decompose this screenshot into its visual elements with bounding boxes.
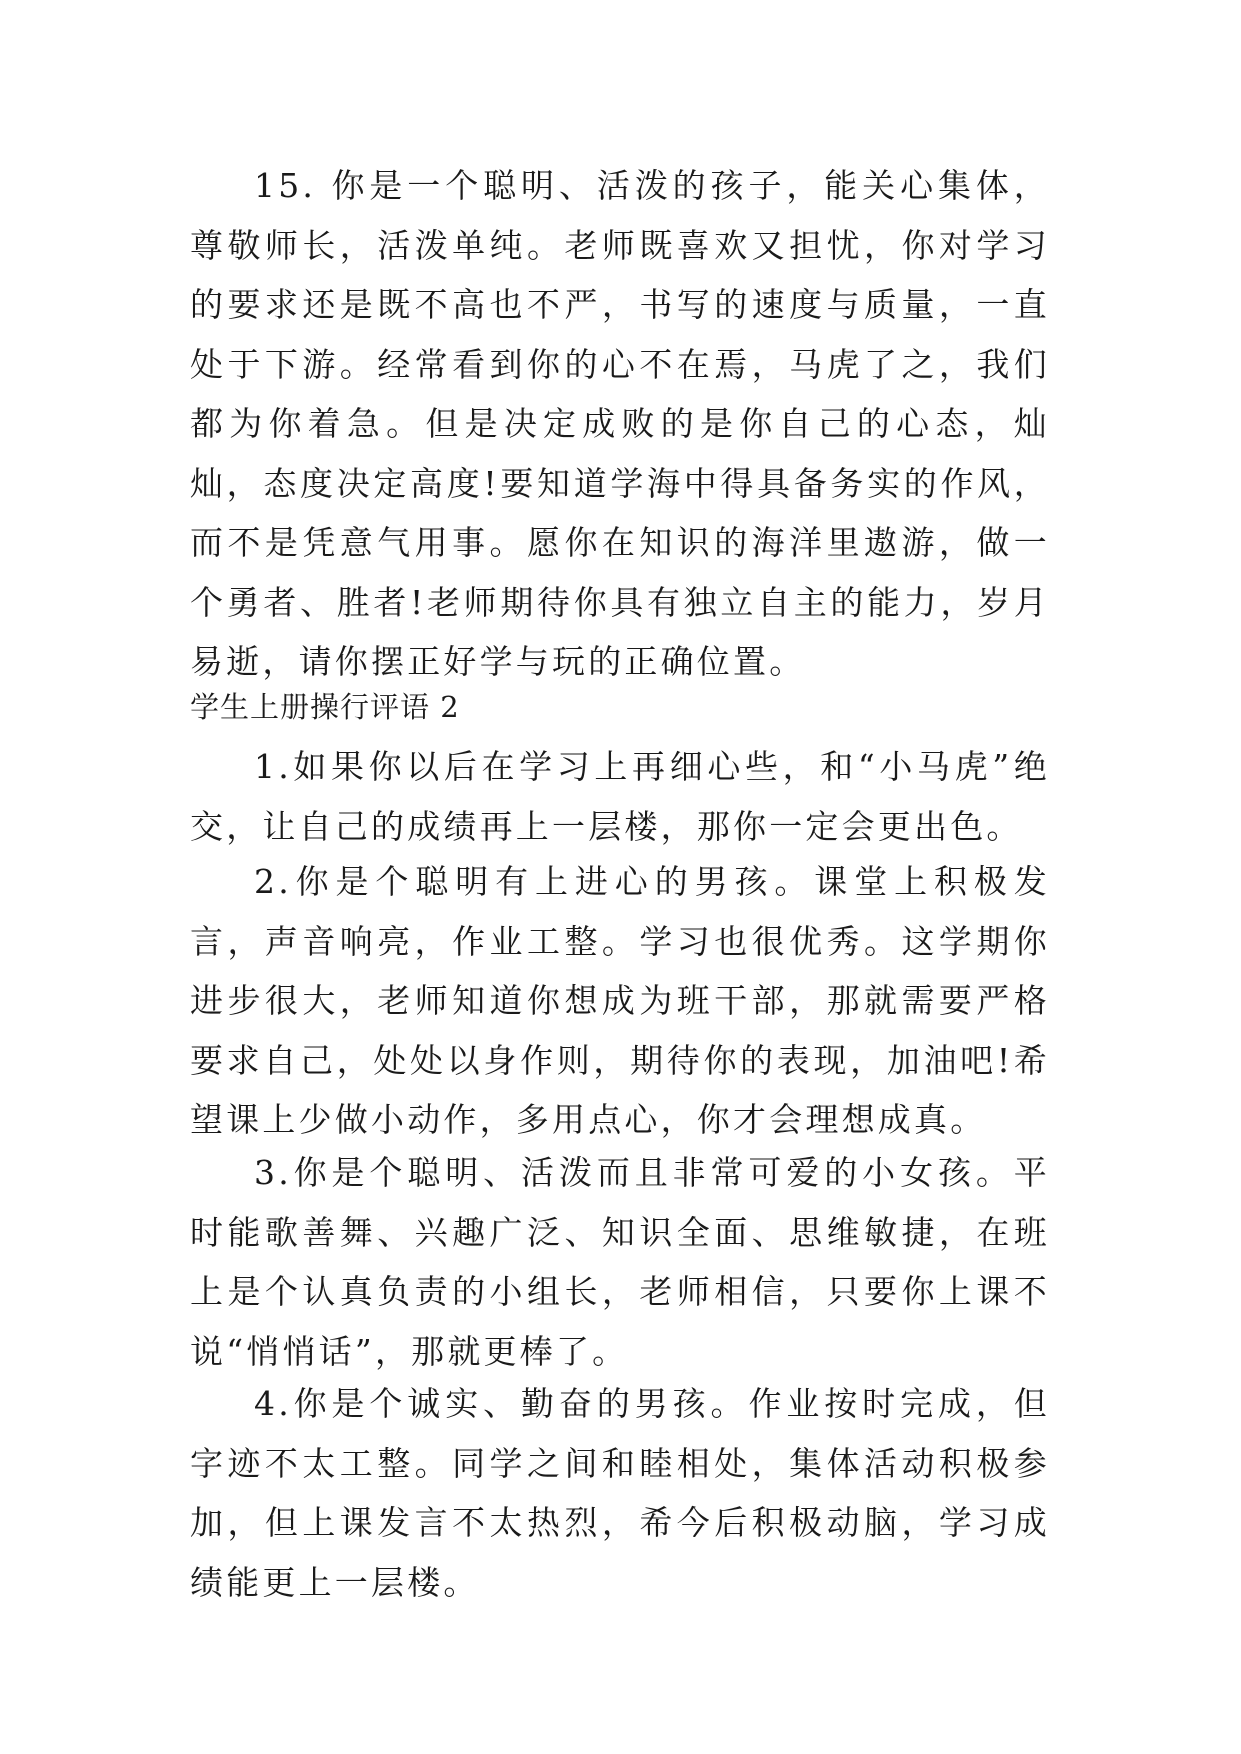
list-item: 4.你是个诚实、勤奋的男孩。作业按时完成，但字迹不太工整。同学之间和睦相处，集体活动积极参加，但上课发言不太热烈，希今后积极动脑，学习成绩能更上一层楼。 [190,1384,1050,1602]
list-item: 1.如果你以后在学习上再细心些，和“小马虎”绝交，让自己的成绩再上一层楼，那你一定会更出色。 [190,747,1050,846]
section-heading: 学生上册操行评语 2 [190,690,460,724]
list-item: 3.你是个聪明、活泼而且非常可爱的小女孩。平时能歌善舞、兴趣广泛、知识全面、思维敏捷，在班上是个认真负责的小组长，老师相信，只要你上课不说“悄悄话”，那就更棒了。 [190,1153,1050,1371]
list-item: 2.你是个聪明有上进心的男孩。课堂上积极发言，声音响亮，作业工整。学习也很优秀。这学期你进步很大，老师知道你想成为班干部，那就需要严格要求自己，处处以身作则，期待你的表现，加油吧!希望课上少做小动作，多用点心，你才会理想成真。 [190,862,1050,1139]
paragraph-15: 15. 你是一个聪明、活泼的孩子，能关心集体，尊敬师长，活泼单纯。老师既喜欢又担忧，你对学习的要求还是既不高也不严，书写的速度与质量，一直处于下游。经常看到你的心不在焉，马虎了之，我们都为你着急。但是决定成败的是你自己的心态，灿灿，态度决定高度!要知道学海中得具备务实的作风，而不是凭意气用事。愿你在知识的海洋里遨游，做一个勇者、胜者!老师期待你具有独立自主的能力，岁月易逝，请你摆正好学与玩的正确位置。 [190,166,1050,681]
